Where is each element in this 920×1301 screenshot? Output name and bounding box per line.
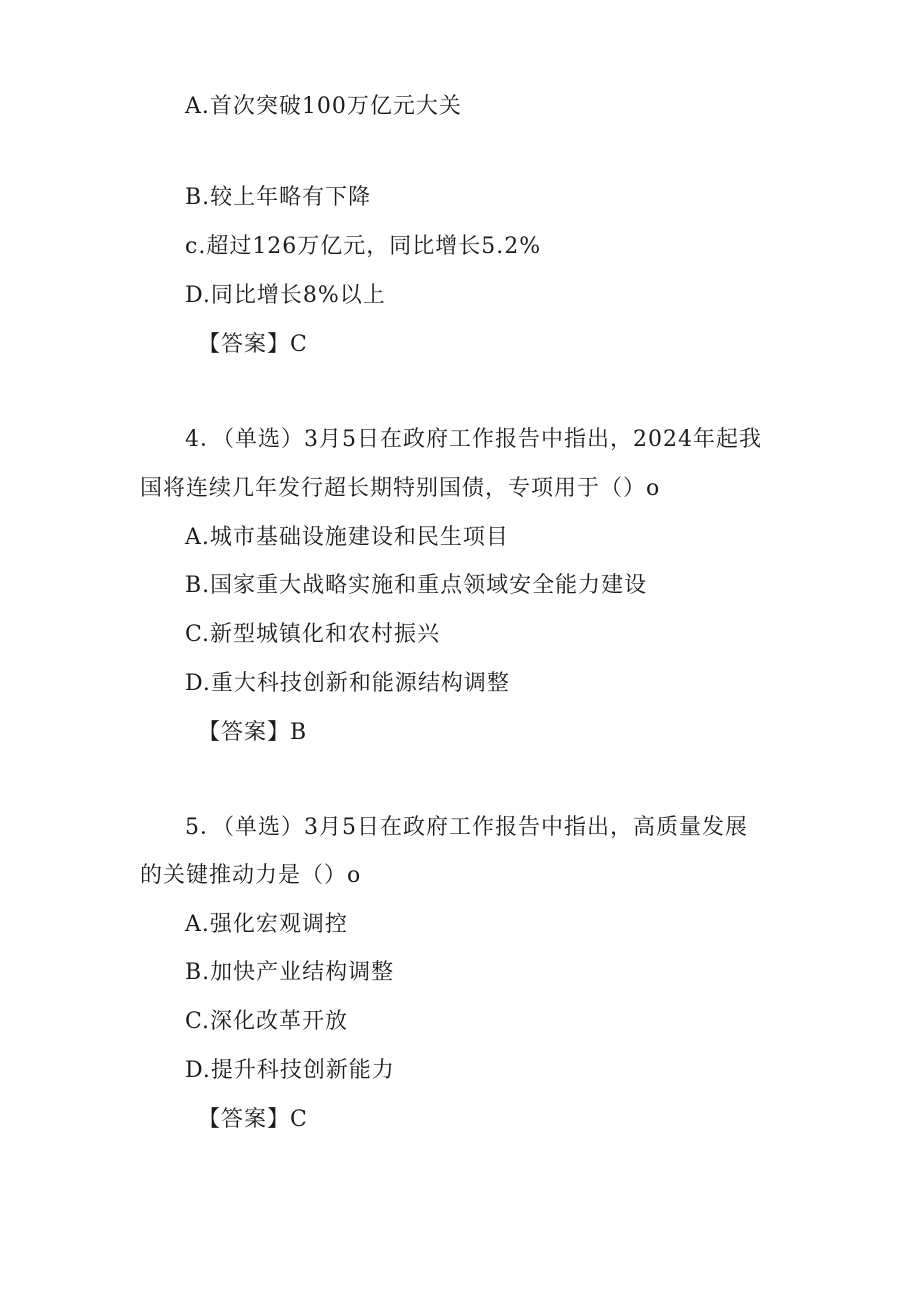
q5-option-c: C.深化改革开放: [185, 1009, 349, 1034]
q3-option-a: A.首次突破100万亿元大关: [185, 94, 462, 119]
q3-option-c: c.超过126万亿元，同比增长5.2%: [185, 234, 542, 259]
q5-stem-line1: 5．（单选）3月5日在政府工作报告中指出，高质量发展: [185, 815, 748, 840]
q5-option-b: B.加快产业结构调整: [185, 960, 395, 985]
q5-stem-line2: 的关键推动力是（）o: [140, 863, 362, 888]
q4-option-b: B.国家重大战略实施和重点领域安全能力建设: [185, 573, 648, 598]
q4-option-d: D.重大科技创新和能源结构调整: [185, 671, 510, 696]
q5-option-a: A.强化宏观调控: [185, 912, 348, 937]
q5-option-d: D.提升科技创新能力: [185, 1058, 395, 1083]
q4-stem-line1: 4．（单选）3月5日在政府工作报告中指出，2024年起我: [185, 427, 762, 452]
q4-answer: 【答案】B: [198, 720, 308, 745]
q5-answer: 【答案】C: [198, 1107, 308, 1132]
q3-option-d: D.同比增长8%以上: [185, 283, 386, 308]
q4-stem-line2: 国将连续几年发行超长期特别国债，专项用于（）o: [140, 476, 661, 501]
q4-option-c: C.新型城镇化和农村振兴: [185, 622, 441, 647]
q3-option-b: B.较上年略有下降: [185, 185, 372, 210]
q3-answer: 【答案】C: [198, 332, 308, 357]
q4-option-a: A.城市基础设施建设和民生项目: [185, 525, 509, 550]
